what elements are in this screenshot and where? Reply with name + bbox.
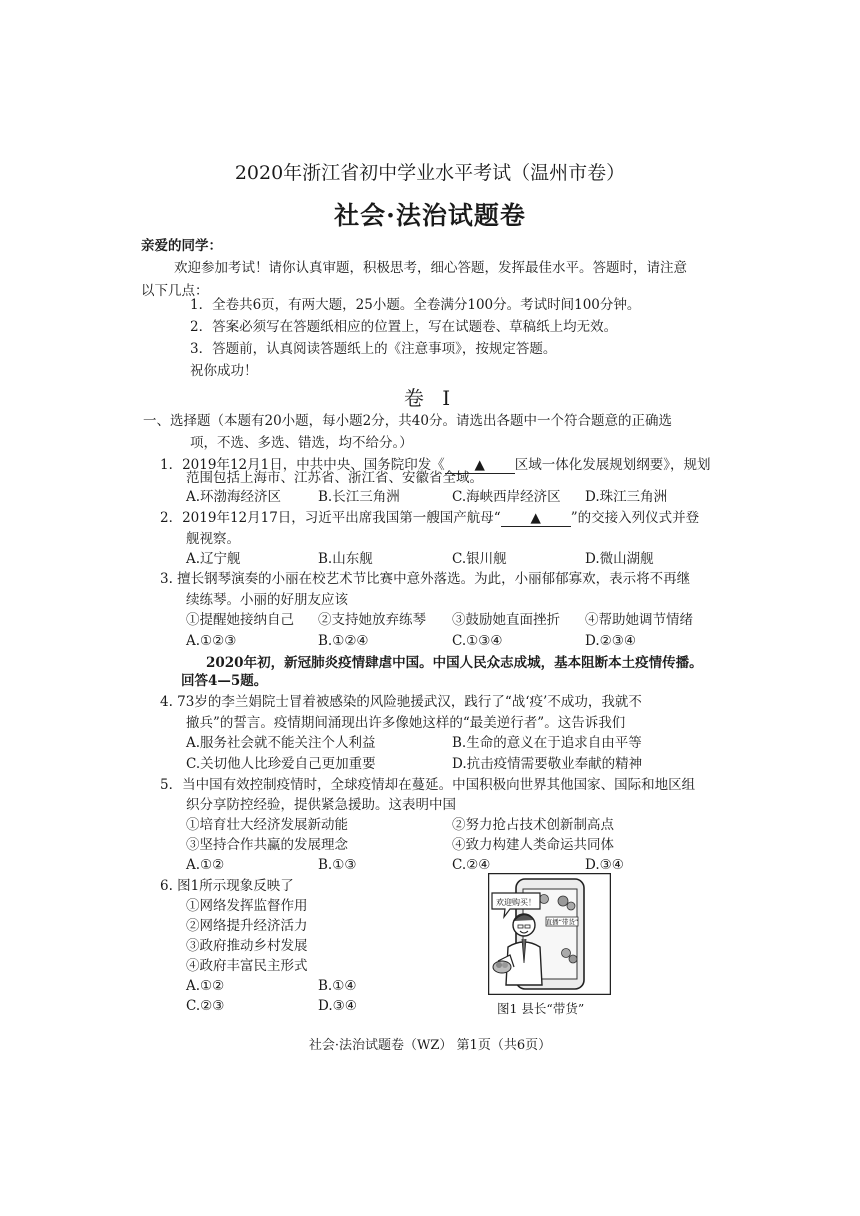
question-2-post: ”的交接入列仪式并登 bbox=[570, 510, 700, 526]
question-1-stem-cont: 范围包括上海市、江苏省、浙江省、安徽省全域。 bbox=[186, 470, 483, 486]
q5-item-2: ②努力抢占技术创新制高点 bbox=[452, 817, 614, 833]
q4-option-a[interactable]: A.服务社会就不能关注个人利益 bbox=[186, 735, 376, 751]
q5-item-3: ③坚持合作共赢的发展理念 bbox=[186, 837, 348, 853]
q3-option-b[interactable]: B.①②④ bbox=[318, 633, 369, 649]
q5-option-d[interactable]: D.③④ bbox=[585, 857, 624, 873]
q4-option-b[interactable]: B.生命的意义在于追求自由平等 bbox=[452, 735, 642, 751]
rule-1: 1．全卷共6页，有两大题，25小题。全卷满分100分。考试时间100分钟。 bbox=[190, 297, 641, 313]
q2-option-c[interactable]: C.银川舰 bbox=[452, 551, 507, 567]
question-6-stem: 6. 图1所示现象反映了 bbox=[160, 878, 294, 894]
question-2-blank: ▲ bbox=[501, 511, 571, 527]
q6-option-d[interactable]: D.③④ bbox=[318, 998, 357, 1014]
question-2-stem-cont: 舰视察。 bbox=[186, 531, 240, 547]
figure-banner-text: 直播“带货” bbox=[545, 918, 579, 926]
intro-line-1: 欢迎参加考试！请你认真审题，积极思考，细心答题，发挥最佳水平。答题时，请注意 bbox=[174, 260, 687, 276]
rule-3: 3．答题前，认真阅读答题纸上的《注意事项》，按规定答题。 bbox=[190, 341, 557, 357]
exam-title: 2020年浙江省初中学业水平考试（温州市卷） bbox=[234, 162, 626, 184]
section-1-heading-cont: 项，不选、多选、错选，均不给分。） bbox=[190, 435, 413, 451]
q4-option-c[interactable]: C.关切他人比珍爱自己更加重要 bbox=[186, 756, 376, 772]
question-2-pre: 2．2019年12月17日，习近平出席我国第一艘国产航母“ bbox=[160, 510, 501, 526]
q6-option-a[interactable]: A.①② bbox=[186, 978, 225, 994]
question-2-stem bbox=[160, 509, 699, 527]
closing: 祝你成功！ bbox=[190, 363, 258, 379]
page-footer: 社会·法治试题卷（WZ） 第1页（共6页） bbox=[308, 1038, 552, 1053]
exam-subtitle: 社会·法治试题卷 bbox=[334, 201, 526, 230]
speech-bubble-text: 欢迎购买！ bbox=[496, 898, 536, 907]
q5-option-c[interactable]: C.②④ bbox=[452, 857, 491, 873]
q5-option-a[interactable]: A.①② bbox=[186, 857, 225, 873]
volume-title: 卷 Ⅰ bbox=[403, 386, 457, 410]
figure-1-caption: 图1 县长“带货” bbox=[497, 1001, 585, 1016]
question-1-pre: 1．2019年12月1日，中共中央、国务院印发《 bbox=[160, 457, 445, 473]
rule-2: 2．答案必须写在答题纸相应的位置上，写在试题卷、草稿纸上均无效。 bbox=[190, 319, 618, 335]
intro-line-2: 以下几点： bbox=[141, 283, 209, 299]
section-1-heading: 一、选择题（本题有20小题，每小题2分，共40分。请选出各题中一个符合题意的正确选 bbox=[143, 413, 672, 429]
q5-item-4: ④致力构建人类命运共同体 bbox=[452, 837, 614, 853]
question-4-stem: 4. 73岁的李兰娟院士冒着被感染的风险驰援武汉，践行了“战‘疫’不成功，我就不 bbox=[160, 694, 642, 710]
q3-option-a[interactable]: A.①②③ bbox=[186, 633, 237, 649]
passage-line-2: 回答4—5题。 bbox=[181, 673, 268, 689]
question-5-stem: 5．当中国有效控制疫情时，全球疫情却在蔓延。中国积极向世界其他国家、国际和地区组 bbox=[160, 777, 696, 793]
question-3-stem: 3. 擅长钢琴演奏的小丽在校艺术节比赛中意外落选。为此，小丽郁郁寡欢，表示将不再继 bbox=[160, 571, 691, 587]
greeting: 亲爱的同学： bbox=[141, 238, 222, 254]
question-1-post: 区域一体化发展规划纲要》，规划 bbox=[514, 457, 711, 473]
q3-item-2: ②支持她放弃练琴 bbox=[318, 612, 426, 628]
q2-option-b[interactable]: B.山东舰 bbox=[318, 551, 373, 567]
q1-option-c[interactable]: C.海峡西岸经济区 bbox=[452, 489, 561, 505]
q1-option-a[interactable]: A.环渤海经济区 bbox=[186, 489, 282, 505]
q6-item-4: ④政府丰富民主形式 bbox=[186, 958, 308, 974]
question-4-stem-cont: 撤兵”的誓言。疫情期间涌现出许多像她这样的“最美逆行者”。这告诉我们 bbox=[186, 715, 626, 731]
passage-line-1: 2020年初，新冠肺炎疫情肆虐中国。中国人民众志成城，基本阻断本土疫情传播。 bbox=[206, 655, 703, 671]
q6-item-2: ②网络提升经济活力 bbox=[186, 918, 308, 934]
figure-1-illustration bbox=[488, 873, 611, 995]
q3-item-3: ③鼓励她直面挫折 bbox=[452, 612, 560, 628]
q2-option-a[interactable]: A.辽宁舰 bbox=[186, 551, 241, 567]
q3-option-d[interactable]: D.②③④ bbox=[585, 633, 636, 649]
q6-option-c[interactable]: C.②③ bbox=[186, 998, 225, 1014]
q3-item-1: ①提醒她接纳自己 bbox=[186, 612, 294, 628]
q6-item-3: ③政府推动乡村发展 bbox=[186, 938, 308, 954]
q2-option-d[interactable]: D.微山湖舰 bbox=[585, 551, 654, 567]
q6-option-b[interactable]: B.①④ bbox=[318, 978, 357, 994]
q5-option-b[interactable]: B.①③ bbox=[318, 857, 357, 873]
q5-item-1: ①培育壮大经济发展新动能 bbox=[186, 817, 348, 833]
q1-option-b[interactable]: B.长江三角洲 bbox=[318, 489, 400, 505]
question-3-stem-cont: 续练琴。小丽的好朋友应该 bbox=[186, 592, 348, 608]
q4-option-d[interactable]: D.抗击疫情需要敬业奉献的精神 bbox=[452, 756, 643, 772]
q1-option-d[interactable]: D.珠江三角洲 bbox=[585, 489, 668, 505]
question-5-stem-cont: 织分享防控经验，提供紧急援助。这表明中国 bbox=[186, 797, 456, 813]
q3-option-c[interactable]: C.①③④ bbox=[452, 633, 503, 649]
q6-item-1: ①网络发挥监督作用 bbox=[186, 898, 308, 914]
question-1-blank: ▲ bbox=[445, 458, 515, 474]
q3-item-4: ④帮助她调节情绪 bbox=[585, 612, 693, 628]
